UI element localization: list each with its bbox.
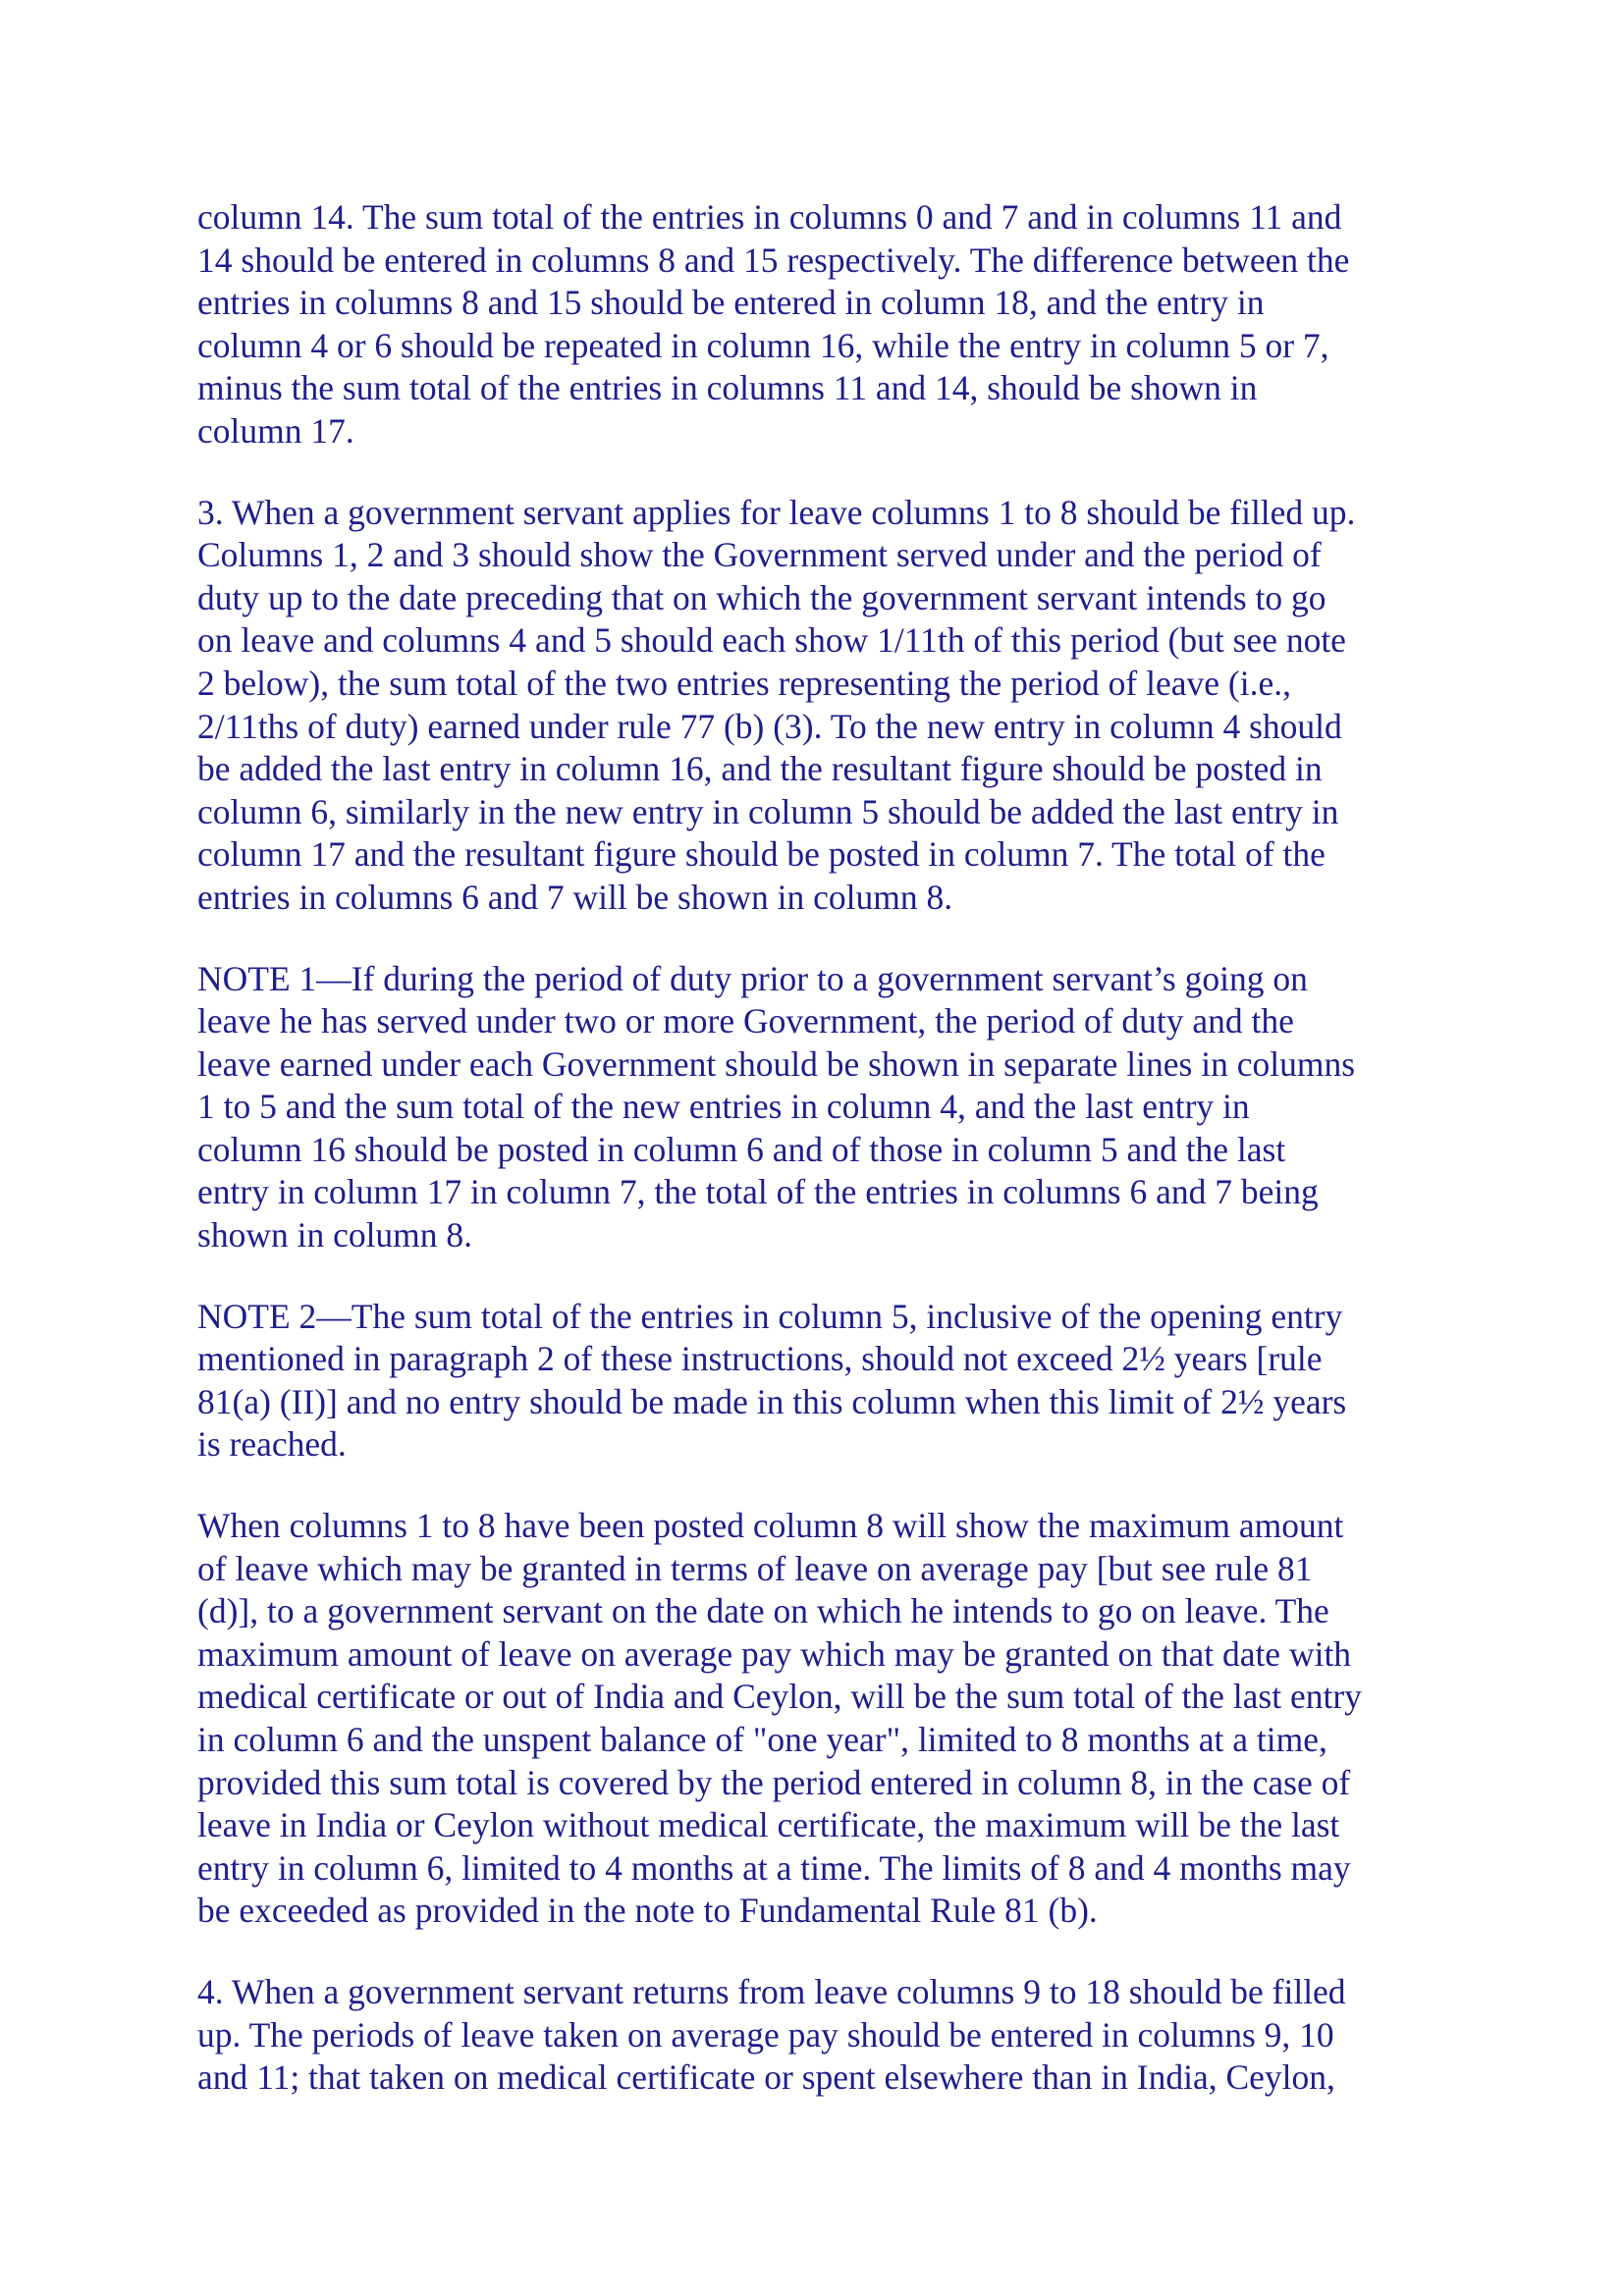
paragraph-spacer xyxy=(197,454,1474,492)
text-line: in column 6 and the unspent balance of "one year", limited to 8 months at a time, xyxy=(197,1720,1327,1759)
text-line: of leave which may be granted in terms of leave on average pay [but see rule 81 xyxy=(197,1548,1313,1588)
text-line: 3. When a government servant applies for leave columns 1 to 8 should be filled up. xyxy=(197,492,1356,532)
text-line: duty up to the date preceding that on which the government servant intends to go xyxy=(197,577,1326,617)
text-line: 2 below), the sum total of the two entries representing the period of leave (i.e., xyxy=(197,663,1291,703)
text-line: 1 to 5 and the sum total of the new entries in column 4, and the last entry in xyxy=(197,1087,1250,1127)
text-line: entry in column 17 in column 7, the total of the entries in columns 6 and 7 being xyxy=(197,1172,1319,1212)
text-line: entries in columns 6 and 7 will be shown in column 8. xyxy=(197,877,953,917)
text-line: 4. When a government servant returns from leave columns 9 to 18 should be filled xyxy=(197,1971,1346,2011)
text-line: is reached. xyxy=(197,1424,347,1465)
text-line: NOTE 2—The sum total of the entries in column 5, inclusive of the opening entry xyxy=(197,1296,1343,1336)
text-line: 81(a) (II)] and no entry should be made in this column when this limit of 2½ years xyxy=(197,1381,1347,1421)
paragraph-section-3 xyxy=(197,492,1474,920)
text-line: on leave and columns 4 and 5 should each show 1/11th of this period (but see note xyxy=(197,620,1346,661)
text-line: column 16 should be posted in column 6 and of those in column 5 and the last xyxy=(197,1129,1286,1169)
text-line: mentioned in paragraph 2 of these instructions, should not exceed 2½ years [rule xyxy=(197,1339,1323,1379)
text-line: leave he has served under two or more Government, the period of duty and the xyxy=(197,1001,1294,1041)
paragraph-note-2 xyxy=(197,1296,1474,1467)
text-line: column 6, similarly in the new entry in column 5 should be added the last entry in xyxy=(197,791,1339,831)
text-line: column 17 and the resultant figure should be posted in column 7. The total of the xyxy=(197,834,1326,875)
text-line: maximum amount of leave on average pay which may be granted on that date with xyxy=(197,1633,1352,1674)
text-line: (d)], to a government servant on the date on which he intends to go on leave. The xyxy=(197,1591,1329,1631)
text-line: NOTE 1—If during the period of duty prior to a government servant’s going on xyxy=(197,958,1308,998)
paragraph-column-totals xyxy=(197,196,1474,454)
document-page xyxy=(197,196,1474,2100)
text-line: up. The periods of leave taken on average pay should be entered in columns 9, 10 xyxy=(197,2014,1334,2055)
text-line: and 11; that taken on medical certificate or spent elsewhere than in India, Ceylon, xyxy=(197,2057,1335,2098)
text-line: provided this sum total is covered by the period entered in column 8, in the case of xyxy=(197,1762,1351,1802)
text-line: 2/11ths of duty) earned under rule 77 (b) (3). To the new entry in column 4 should xyxy=(197,706,1342,746)
text-line: shown in column 8. xyxy=(197,1215,473,1255)
text-line: medical certificate or out of India and Ceylon, will be the sum total of the last entry xyxy=(197,1677,1362,1717)
text-line: column 4 or 6 should be repeated in column 16, while the entry in column 5 or 7, xyxy=(197,325,1329,365)
text-line: minus the sum total of the entries in columns 11 and 14, should be shown in xyxy=(197,368,1258,408)
text-line: entry in column 6, limited to 4 months at a time. The limits of 8 and 4 months may xyxy=(197,1847,1351,1888)
text-line: column 14. The sum total of the entries in columns 0 and 7 and in columns 11 and xyxy=(197,197,1342,237)
paragraph-spacer xyxy=(197,1467,1474,1505)
text-line: Columns 1, 2 and 3 should show the Government served under and the period of xyxy=(197,535,1322,575)
text-line: column 17. xyxy=(197,410,354,451)
text-line: be added the last entry in column 16, and the resultant figure should be posted in xyxy=(197,749,1323,789)
paragraph-section-4 xyxy=(197,1971,1474,2100)
paragraph-spacer xyxy=(197,1933,1474,1971)
paragraph-note-1 xyxy=(197,958,1474,1257)
paragraph-spacer xyxy=(197,1257,1474,1296)
text-line: be exceeded as provided in the note to Fundamental Rule 81 (b). xyxy=(197,1891,1098,1931)
text-line: entries in columns 8 and 15 should be entered in column 18, and the entry in xyxy=(197,283,1265,323)
text-line: When columns 1 to 8 have been posted column 8 will show the maximum amount xyxy=(197,1506,1344,1546)
text-line: leave earned under each Government should be shown in separate lines in columns xyxy=(197,1043,1356,1084)
paragraph-maximum-leave xyxy=(197,1505,1474,1933)
paragraph-spacer xyxy=(197,920,1474,958)
text-line: leave in India or Ceylon without medical certificate, the maximum will be the last xyxy=(197,1805,1340,1845)
text-line: 14 should be entered in columns 8 and 15 respectively. The difference between the xyxy=(197,240,1350,280)
